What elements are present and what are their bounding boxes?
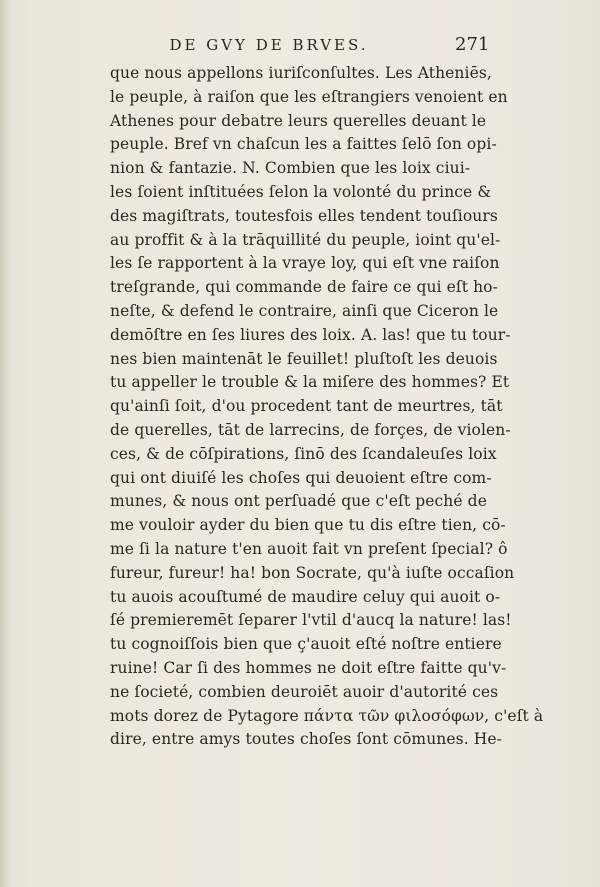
- text-line: ces, & de cōſpirations, ſinō des ſcandaleuſes loix: [110, 444, 497, 463]
- text-line: Athenes pour debatre leurs querelles deuant le: [110, 111, 487, 130]
- text-line: les ſe rapportent à la vraye loy, qui eſt vne raiſon: [110, 254, 500, 273]
- text-line: les ſoient inſtituées ſelon la volonté du prince &: [110, 182, 492, 201]
- text-line: au proffit & à la trāquillité du peuple, ioint qu'el-: [110, 230, 501, 249]
- text-line: que nous appellons iuriſconſultes. Les Atheniēs,: [110, 64, 492, 82]
- text-line: qu'ainſi ſoit, d'ou procedent tant de meurtres, tāt: [110, 397, 503, 416]
- text-line: tu cognoiſſois bien que ç'auoit eſté noſtre entiere: [110, 635, 502, 654]
- text-line: neſte, & defend le contraire, ainſi que Ciceron le: [110, 301, 499, 320]
- text-line: dire, entre amys toutes choſes ſont cōmunes. He-: [110, 730, 502, 749]
- text-line: nion & fantazie. N. Combien que les loix ciui-: [110, 159, 471, 178]
- text-line: ſé premieremēt ſeparer l'vtil d'aucq la nature! las!: [110, 611, 512, 630]
- text-line: ruine! Car ſi des hommes ne doit eſtre faitte qu'v-: [110, 658, 507, 677]
- page-gutter-shadow: [0, 0, 10, 887]
- text-line: treſgrande, qui commande de faire ce qui eſt ho-: [110, 278, 498, 297]
- text-line: peuple. Bref vn chaſcun les a faittes ſelō ſon opi-: [110, 135, 497, 154]
- text-line: fureur, fureur! ha! bon Socrate, qu'à iuſte occaſion: [110, 563, 515, 582]
- running-head: DE GVY DE BRVES.: [169, 36, 369, 54]
- text-line: mots dorez de Pytagore πάντα τῶν φιλοσόφων, c'eſt à: [110, 706, 544, 725]
- text-line: des magiſtrats, toutesfois elles tendent touſiours: [110, 206, 498, 225]
- text-line: le peuple, à raiſon que les eſtrangiers venoient en: [110, 87, 508, 106]
- text-line: tu appeller le trouble & la miſere des hommes? Et: [110, 373, 510, 392]
- text-line: de querelles, tāt de larrecins, de forçes, de violen-: [110, 420, 511, 439]
- text-line: munes, & nous ont perſuadé que c'eſt peché de: [110, 492, 487, 511]
- text-line: nes bien maintenāt le feuillet! pluſtoſt les deuois: [110, 349, 498, 368]
- text-line: me ſi la nature t'en auoit fait vn preſent ſpecial? ô: [110, 539, 508, 558]
- text-line: me vouloir ayder du bien que tu dis eſtre tien, cō-: [110, 516, 506, 535]
- body-text: [110, 62, 544, 752]
- text-line: tu auois acouſtumé de maudire celuy qui auoit o-: [110, 587, 501, 606]
- text-line: qui ont diuiſé les choſes qui deuoient eſtre com-: [110, 468, 492, 487]
- page-number: 271: [455, 34, 490, 55]
- text-line: demōſtre en ſes liures des loix. A. las! que tu tour-: [110, 325, 511, 344]
- text-line: ne ſocieté, combien deuroiēt auoir d'autorité ces: [110, 682, 499, 701]
